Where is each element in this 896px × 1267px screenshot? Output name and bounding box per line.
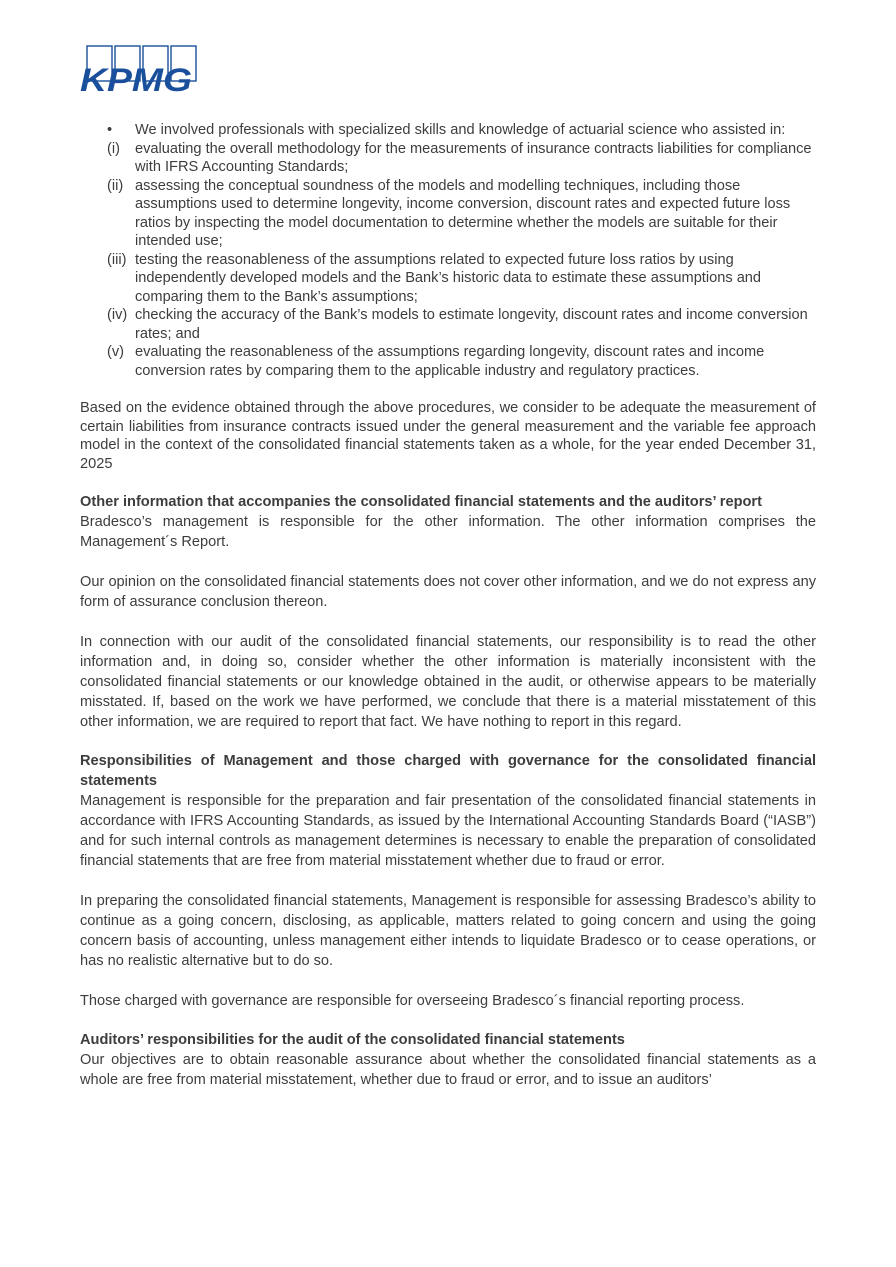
item-text: assessing the conceptual soundness of the models and modelling techniques, including those assumptions used to determine longevity, income conversion, discount rates and expected future loss ratios by inspecting the model documentation to determine whether the models are suitable for their intended use; xyxy=(135,177,791,249)
item-text: checking the accuracy of the Bank’s models to estimate longevity, discount rates and income conversion rates; and xyxy=(135,307,808,342)
paragraph: Bradesco’s management is responsible for the other information. The other information comprises the Management´s Report. xyxy=(80,514,816,550)
bullet-icon: • xyxy=(107,122,113,138)
intro-bullet-text: We involved professionals with specialized skills and knowledge of actuarial science who assisted in: xyxy=(135,122,786,138)
section-heading: Auditors’ responsibilities for the audit of the consolidated financial statements xyxy=(80,1032,625,1048)
procedures-sublist xyxy=(80,140,816,381)
procedures-list xyxy=(80,121,816,140)
item-number: (iii) xyxy=(107,251,127,268)
list-item xyxy=(80,306,816,343)
paragraph: Our opinion on the consolidated financial statements does not cover other information, and we do not express any form of assurance conclusion thereon. xyxy=(80,574,816,610)
item-text: evaluating the reasonableness of the assumptions regarding longevity, discount rates and income conversion rates by comparing them to the applicable industry and regulatory practices. xyxy=(135,344,765,379)
section-heading: Other information that accompanies the consolidated financial statements and the auditors’ report xyxy=(80,494,762,510)
item-number: (i) xyxy=(107,140,120,157)
other-information-section xyxy=(80,492,816,732)
logo-text: KPMG xyxy=(80,62,192,93)
main-content xyxy=(80,121,816,1090)
kpmg-logo xyxy=(80,45,198,93)
item-text: evaluating the overall methodology for the measurements of insurance contracts liabilities for compliance with IFRS Accounting Standards; xyxy=(135,140,812,175)
list-item xyxy=(80,140,816,177)
conclusion-paragraph: Based on the evidence obtained through the above procedures, we consider to be adequate the measurement of certain liabilities from insurance contracts issued under the general measurement and the variable fee approach model in the context of the consolidated financial statements taken as a whole, for the year ended December 31, 2025 xyxy=(80,400,816,472)
responsibilities-section xyxy=(80,751,816,1011)
list-item xyxy=(80,343,816,380)
paragraph: In preparing the consolidated financial statements, Management is responsible for assessing Bradesco’s ability to continue as a going concern, disclosing, as applicable, matters related to going concern and using the going concern basis of accounting, unless management either intends to liquidate Bradesco or to cease operations, or has no realistic alternative but to do so. xyxy=(80,893,816,969)
paragraph: In connection with our audit of the consolidated financial statements, our responsibility is to read the other information and, in doing so, consider whether the other information is materially inconsistent with the consolidated financial statements or our knowledge obtained in the audit, or otherwise appears to be materially misstated. If, based on the work we have performed, we conclude that there is a material misstatement of this other information, we are required to report that fact. We have nothing to report in this regard. xyxy=(80,634,816,730)
list-item xyxy=(80,251,816,307)
item-number: (iv) xyxy=(107,307,128,323)
list-item xyxy=(80,121,816,140)
paragraph: Our objectives are to obtain reasonable assurance about whether the consolidated financial statements as a whole are free from material misstatement, whether due to fraud or error, and to issue an auditors’ xyxy=(80,1052,816,1088)
item-text: testing the reasonableness of the assumptions related to expected future loss ratios by using independently developed models and the Bank’s historic data to estimate these assumptions and comparing them to the Bank’s assumptions; xyxy=(135,251,762,305)
paragraph: Those charged with governance are responsible for overseeing Bradesco´s financial reporting process. xyxy=(80,993,745,1009)
item-number: (v) xyxy=(107,344,125,360)
paragraph: Management is responsible for the preparation and fair presentation of the consolidated financial statements in accordance with IFRS Accounting Standards, as issued by the International Accounting Standards Board (“IASB”) and for such internal controls as management determines is necessary to enable the preparation of consolidated financial statements that are free from material misstatement whether due to fraud or error. xyxy=(80,793,816,869)
section-heading: Responsibilities of Management and those charged with governance for the consolidated financial statements xyxy=(80,753,816,789)
item-number: (ii) xyxy=(107,177,124,194)
list-item xyxy=(80,177,816,251)
auditors-responsibilities-section xyxy=(80,1030,816,1090)
